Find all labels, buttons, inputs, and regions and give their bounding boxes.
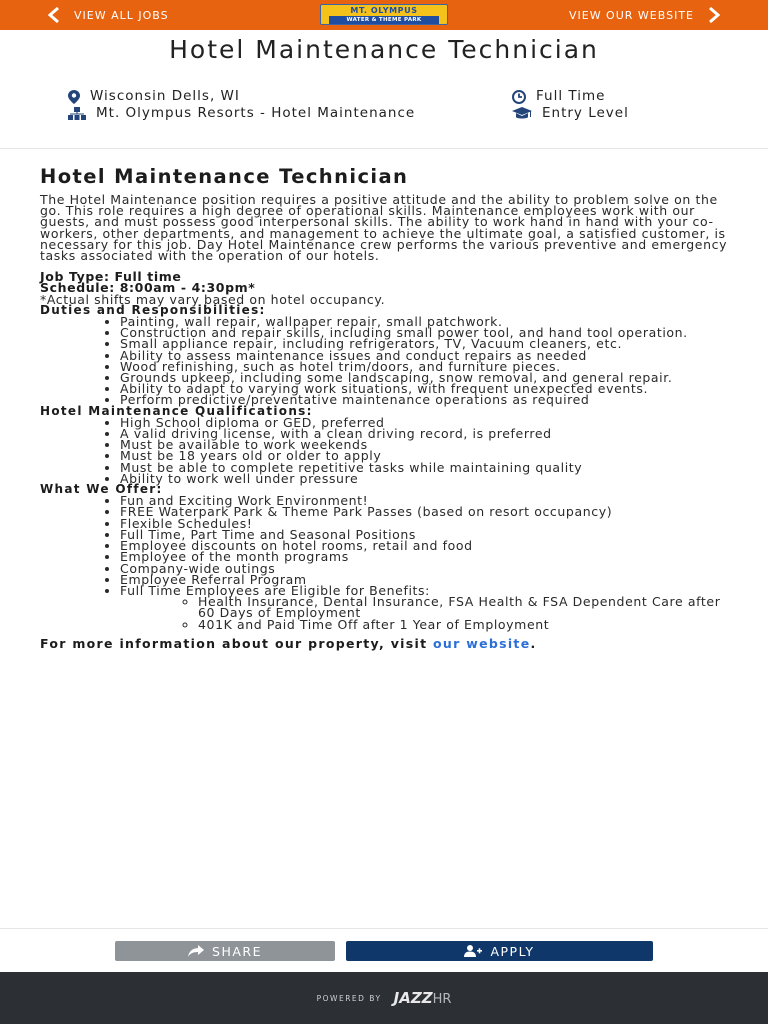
powered-by-text: POWERED BY xyxy=(316,993,382,1003)
list-item: • FREE Waterpark Park & Theme Park Passes (based on resort occupancy) xyxy=(120,506,730,517)
our-website-link[interactable]: our website xyxy=(433,635,531,651)
list-item: • Flexible Schedules! xyxy=(120,518,730,529)
list-item: • Small appliance repair, including refrigerators, TV, Vacuum cleaners, etc. xyxy=(120,338,730,349)
qualifications-list xyxy=(40,414,730,486)
list-item: • Employee discounts on hotel rooms, retail and food xyxy=(120,540,730,551)
qualifications-heading: Hotel Maintenance Qualifications: xyxy=(40,403,313,418)
logo-text-sub: WATER & THEME PARK xyxy=(329,16,439,24)
chevron-left-icon xyxy=(46,7,64,23)
view-all-jobs-label: VIEW ALL JOBS xyxy=(74,8,169,22)
job-employment-type xyxy=(512,89,605,104)
jazzhr-logo[interactable] xyxy=(394,989,452,1007)
jazzhr-logo-suffix: HR xyxy=(432,992,452,1007)
apply-button[interactable] xyxy=(346,941,653,961)
add-user-icon xyxy=(464,945,482,957)
benefits-list xyxy=(120,596,730,630)
list-item: • Grounds upkeep, including some landscaping, snow removal, and general repair. xyxy=(120,372,730,383)
share-label: SHARE xyxy=(212,943,262,959)
job-department xyxy=(68,106,488,121)
chevron-right-icon xyxy=(704,7,722,23)
list-item: • Must be 18 years old or older to apply xyxy=(120,450,730,461)
list-item: • Employee Referral Program xyxy=(120,574,730,585)
job-description xyxy=(40,166,730,649)
jazzhr-logo-main: JAZZ xyxy=(393,989,433,1007)
list-item: ◦ Health Insurance, Dental Insurance, FSA Health & FSA Dependent Care after 60 Days of Employment xyxy=(198,596,730,618)
list-item: • Construction and repair skills, including small power tool, and hand tool operation. xyxy=(120,327,730,338)
footer xyxy=(0,972,768,1024)
department-text: Mt. Olympus Resorts - Hotel Maintenance xyxy=(96,105,416,121)
list-item: • Must be available to work weekends xyxy=(120,439,730,450)
list-item: • Painting, wall repair, wallpaper repair, small patchwork. xyxy=(120,316,730,327)
job-experience-level xyxy=(512,106,629,121)
schedule-line: Schedule: 8:00am - 4:30pm* xyxy=(40,280,256,296)
share-button[interactable] xyxy=(115,941,335,961)
duties-list xyxy=(40,316,730,406)
view-all-jobs-link[interactable] xyxy=(46,7,169,23)
job-header xyxy=(0,30,768,149)
offer-list xyxy=(40,493,730,632)
list-item: • Ability to adapt to varying work situations, with frequent unexpected events. xyxy=(120,383,730,394)
map-pin-icon xyxy=(68,90,80,104)
company-logo[interactable] xyxy=(320,4,448,25)
list-item: • Full Time, Part Time and Seasonal Positions xyxy=(120,529,730,540)
list-item: ◦ 401K and Paid Time Off after 1 Year of Employment xyxy=(198,619,730,630)
logo-text-main: MT. OLYMPUS xyxy=(350,6,418,15)
action-bar xyxy=(0,928,768,973)
list-item: • Wood refinishing, such as hotel trim/doors, and furniture pieces. xyxy=(120,361,730,372)
experience-level-text: Entry Level xyxy=(542,105,629,121)
apply-label: APPLY xyxy=(490,943,535,959)
intro-paragraph: The Hotel Maintenance position requires a positive attitude and the ability to problem solve on the go. This role requires a high degree of operational skills. Maintenance employees work with our guests, and must possess good interpersonal skills. The ability to work hand in hand with your co-workers, other departments, and management to achieve the ultimate goal, a satisfied customer, is necessary for this job. Day Hotel Maintenance crew performs the various preventive and emergency tasks associated with the operation of our hotels. xyxy=(40,192,728,264)
job-type-line: Job Type: Full time xyxy=(40,269,182,285)
more-info-suffix: . xyxy=(530,635,537,651)
list-item: • Must be able to complete repetitive tasks while maintaining quality xyxy=(120,462,730,473)
more-info-prefix: For more information about our property, visit xyxy=(40,635,428,651)
list-item: • Ability to work well under pressure xyxy=(120,473,730,484)
list-item: • High School diploma or GED, preferred xyxy=(120,417,730,428)
list-item: • Company-wide outings xyxy=(120,563,730,574)
share-arrow-icon xyxy=(188,945,204,957)
employment-type-text: Full Time xyxy=(536,88,606,104)
location-text: Wisconsin Dells, WI xyxy=(90,88,240,104)
org-chart-icon xyxy=(68,107,86,121)
graduation-cap-icon xyxy=(512,107,532,121)
benefits-intro: Full Time Employees are Eligible for Benefits: xyxy=(120,582,430,598)
duties-heading: Duties and Responsibilities: xyxy=(40,302,266,317)
clock-icon xyxy=(512,90,526,104)
job-location xyxy=(68,89,240,104)
more-info-line xyxy=(40,635,730,651)
page-title: Hotel Maintenance Technician xyxy=(169,35,599,64)
list-item: • A valid driving license, with a clean driving record, is preferred xyxy=(120,428,730,439)
offer-heading: What We Offer: xyxy=(40,482,163,497)
view-our-website-label: VIEW OUR WEBSITE xyxy=(568,8,694,22)
list-item: • Fun and Exciting Work Environment! xyxy=(120,495,730,506)
list-item: • Perform predictive/preventative maintenance operations as required xyxy=(120,394,730,405)
list-item: • Employee of the month programs xyxy=(120,551,730,562)
list-item xyxy=(120,582,730,632)
view-our-website-link[interactable] xyxy=(569,7,722,23)
shift-note: *Actual shifts may vary based on hotel occupancy. xyxy=(40,291,386,307)
description-heading: Hotel Maintenance Technician xyxy=(40,165,409,188)
list-item: • Ability to assess maintenance issues and conduct repairs as needed xyxy=(120,350,730,361)
